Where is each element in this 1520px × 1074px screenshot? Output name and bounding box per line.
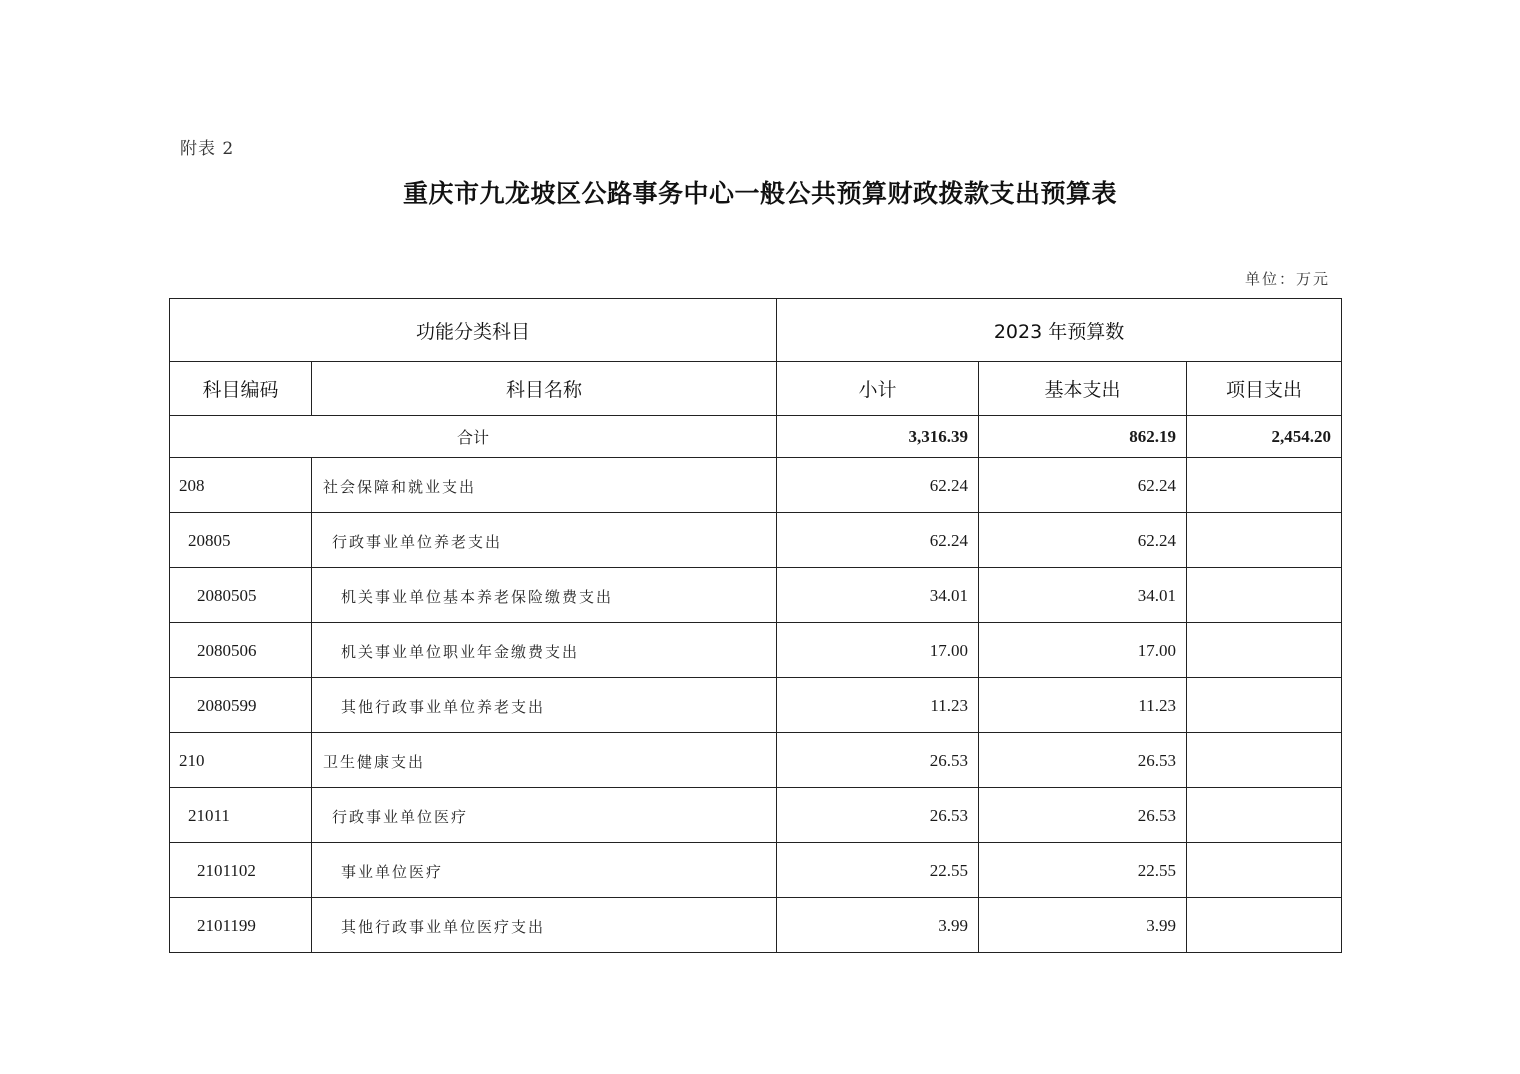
row-name: 行政事业单位医疗	[312, 788, 777, 843]
row-subtotal: 34.01	[777, 568, 979, 623]
total-label: 合计	[170, 416, 777, 458]
row-basic: 11.23	[979, 678, 1187, 733]
row-basic: 26.53	[979, 733, 1187, 788]
total-basic: 862.19	[979, 416, 1187, 458]
table-row	[170, 458, 1342, 513]
total-subtotal: 3,316.39	[777, 416, 979, 458]
row-project	[1187, 568, 1342, 623]
header-row-sub	[170, 362, 1342, 416]
header-basic: 基本支出	[979, 362, 1187, 416]
row-basic: 17.00	[979, 623, 1187, 678]
row-name: 卫生健康支出	[312, 733, 777, 788]
budget-table	[169, 298, 1342, 953]
header-row-top	[170, 299, 1342, 362]
row-basic: 62.24	[979, 458, 1187, 513]
row-name: 机关事业单位基本养老保险缴费支出	[312, 568, 777, 623]
header-project: 项目支出	[1187, 362, 1342, 416]
total-row	[170, 416, 1342, 458]
header-subtotal: 小计	[777, 362, 979, 416]
table-row	[170, 843, 1342, 898]
row-project	[1187, 733, 1342, 788]
header-code: 科目编码	[170, 362, 312, 416]
total-project: 2,454.20	[1187, 416, 1342, 458]
table-row	[170, 733, 1342, 788]
table-row	[170, 513, 1342, 568]
row-basic: 62.24	[979, 513, 1187, 568]
document-title: 重庆市九龙坡区公路事务中心一般公共预算财政拨款支出预算表	[402, 179, 1117, 208]
row-basic: 22.55	[979, 843, 1187, 898]
row-subtotal: 26.53	[777, 788, 979, 843]
table-row	[170, 788, 1342, 843]
row-name: 事业单位医疗	[312, 843, 777, 898]
row-project	[1187, 623, 1342, 678]
row-basic: 34.01	[979, 568, 1187, 623]
annex-label: 附表 2	[180, 139, 235, 159]
header-name: 科目名称	[312, 362, 777, 416]
row-name: 机关事业单位职业年金缴费支出	[312, 623, 777, 678]
row-code: 2080505	[170, 568, 312, 623]
row-code: 20805	[170, 513, 312, 568]
row-code: 21011	[170, 788, 312, 843]
row-code: 208	[170, 458, 312, 513]
row-code: 2080506	[170, 623, 312, 678]
unit-label: 单位：万元	[1244, 270, 1330, 288]
row-subtotal: 3.99	[777, 898, 979, 953]
row-name: 其他行政事业单位医疗支出	[312, 898, 777, 953]
table-row	[170, 623, 1342, 678]
row-subtotal: 26.53	[777, 733, 979, 788]
row-subtotal: 62.24	[777, 513, 979, 568]
row-code: 2101102	[170, 843, 312, 898]
row-subtotal: 17.00	[777, 623, 979, 678]
row-code: 2080599	[170, 678, 312, 733]
row-subtotal: 11.23	[777, 678, 979, 733]
row-subtotal: 22.55	[777, 843, 979, 898]
header-budget-year: 2023 年预算数	[777, 299, 1342, 362]
table-row	[170, 898, 1342, 953]
row-name: 社会保障和就业支出	[312, 458, 777, 513]
row-project	[1187, 898, 1342, 953]
row-project	[1187, 458, 1342, 513]
row-project	[1187, 513, 1342, 568]
row-project	[1187, 788, 1342, 843]
row-basic: 26.53	[979, 788, 1187, 843]
row-subtotal: 62.24	[777, 458, 979, 513]
row-code: 210	[170, 733, 312, 788]
row-project	[1187, 843, 1342, 898]
row-project	[1187, 678, 1342, 733]
row-name: 行政事业单位养老支出	[312, 513, 777, 568]
header-function-category: 功能分类科目	[170, 299, 777, 362]
row-name: 其他行政事业单位养老支出	[312, 678, 777, 733]
row-basic: 3.99	[979, 898, 1187, 953]
table-row	[170, 568, 1342, 623]
row-code: 2101199	[170, 898, 312, 953]
table-row	[170, 678, 1342, 733]
